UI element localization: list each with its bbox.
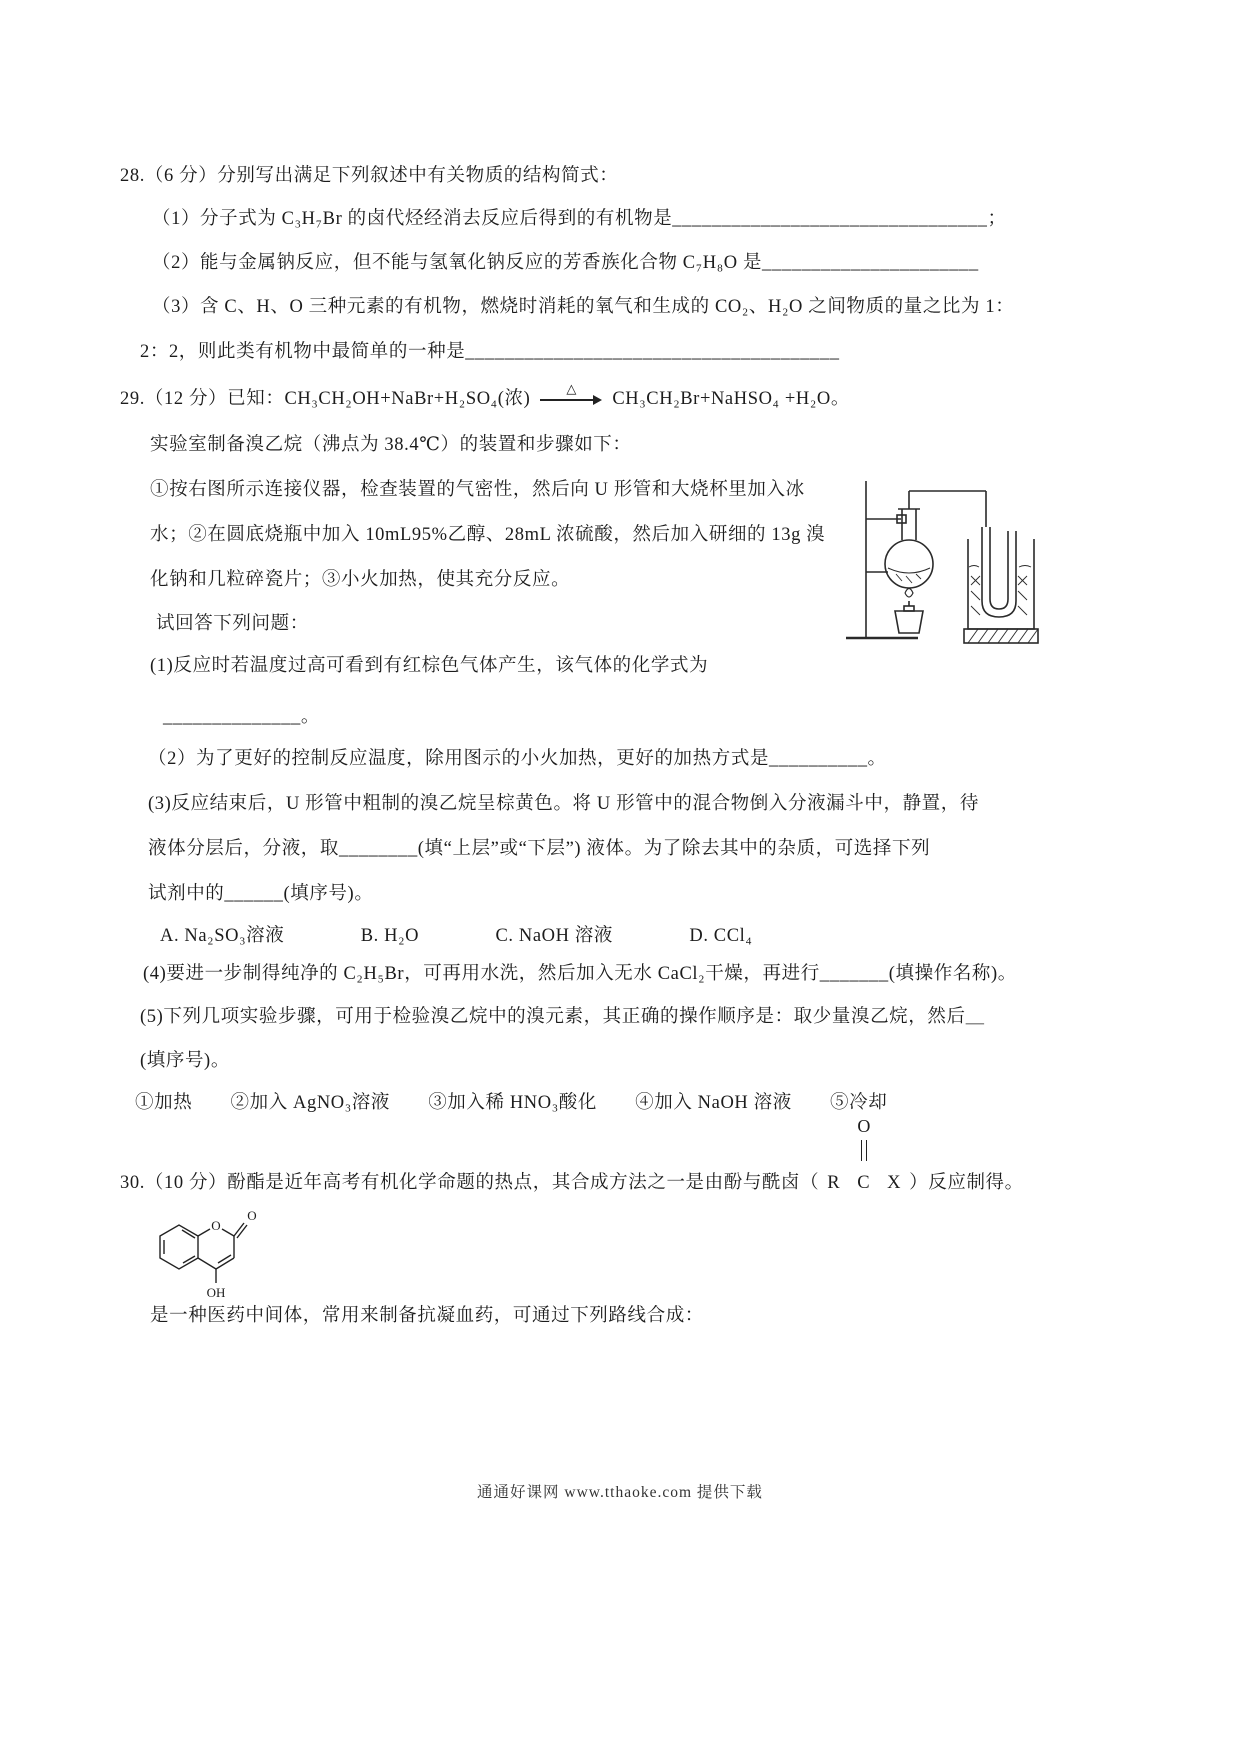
acyl-x-label: X: [887, 1173, 902, 1193]
acyl-halide-formula: [827, 1116, 902, 1195]
equation-right: CH₃CH₂Br+NaHSO₄ +H₂O。: [612, 389, 850, 409]
q29-options: A. Na₂SO₃溶液 B. H₂O C. NaOH 溶液 D. CCl₄: [160, 926, 753, 946]
q29-step-line-1: ①按右图所示连接仪器，检查装置的气密性，然后向 U 形管和大烧杯里加入冰: [150, 480, 805, 500]
carbonyl-oxygen-label: O: [857, 1116, 872, 1136]
reaction-arrow-icon: [540, 380, 602, 404]
experiment-apparatus-diagram: [842, 475, 1042, 655]
q29-sub1-blank: ______________。: [163, 707, 320, 727]
q28-header: 28.（6 分）分别写出满足下列叙述中有关物质的结构简式：: [120, 166, 619, 186]
equation-left: 29.（12 分）已知：CH₃CH₂OH+NaBr+H₂SO₄(浓): [120, 389, 531, 409]
q29-sub3-line1: (3)反应结束后，U 形管中粗制的溴乙烷呈棕黄色。将 U 形管中的混合物倒入分液漏斗中，静置，待: [148, 794, 979, 814]
q28-item-1: （1）分子式为 C₃H₇Br 的卤代烃经消去反应后得到的有机物是________________________________；: [152, 209, 1007, 229]
coumarin-structure: [146, 1196, 266, 1306]
page-footer: 通通好课网 www.tthaoke.com 提供下载: [477, 1484, 763, 1501]
q30-intro-suffix: ）反应制得。: [909, 1173, 1024, 1193]
q29-sub1: (1)反应时若温度过高可看到有红棕色气体产生，该气体的化学式为: [150, 656, 709, 676]
q29-intro: 实验室制备溴乙烷（沸点为 38.4℃）的装置和步骤如下：: [150, 435, 632, 455]
q28-item-3a: （3）含 C、H、O 三种元素的有机物，燃烧时消耗的氧气和生成的 CO₂、H₂O 之间物质的量之比为 1：: [152, 297, 1015, 317]
ring-oxygen-label: O: [211, 1218, 221, 1233]
q29-known-equation: [120, 380, 850, 411]
q28-item-3b: 2：2，则此类有机物中最简单的一种是______________________________________: [140, 342, 840, 362]
q30-intro-text: 30.（10 分）酚酯是近年高考有机化学命题的热点，其合成方法之一是由酚与酰卤（: [120, 1173, 820, 1193]
q29-step-line-2: 水；②在圆底烧瓶中加入 10mL95%乙醇、28mL 浓硫酸，然后加入研细的 13g 溴: [150, 525, 826, 545]
q29-steps-list: ①加热 ②加入 AgNO₃溶液 ③加入稀 HNO₃酸化 ④加入 NaOH 溶液 ⑤冷却: [135, 1093, 888, 1113]
q28-item-2: （2）能与金属钠反应，但不能与氢氧化钠反应的芳香族化合物 C₇H₈O 是______________________: [152, 253, 979, 273]
q29-sub5-line1: (5)下列几项实验步骤，可用于检验溴乙烷中的溴元素，其正确的操作顺序是：取少量溴乙烷，然后＿: [140, 1007, 985, 1027]
delta-symbol: △: [566, 380, 577, 396]
q29-sub3-line3: 试剂中的______(填序号)。: [148, 884, 374, 904]
hydroxyl-label: OH: [206, 1285, 226, 1300]
q30-tail: 是一种医药中间体，常用来制备抗凝血药，可通过下列路线合成：: [150, 1306, 704, 1326]
acyl-c-label: C: [857, 1173, 871, 1193]
double-bond-icon: [861, 1140, 867, 1161]
q29-sub3-line2: 液体分层后，分液，取________(填“上层”或“下层”) 液体。为了除去其中的杂质，可选择下列: [148, 839, 931, 859]
q29-sub4: (4)要进一步制得纯净的 C₂H₅Br，可再用水洗，然后加入无水 CaCl₂干燥，再进行_______(填操作名称)。: [143, 964, 1017, 984]
q29-sub5-line2: (填序号)。: [140, 1051, 230, 1071]
acyl-r-label: R: [827, 1173, 841, 1193]
q29-step-line-3: 化钠和几粒碎瓷片；③小火加热，使其充分反应。: [150, 570, 571, 590]
carbonyl-oxygen-label: O: [247, 1208, 257, 1223]
q29-prompt: 试回答下列问题：: [156, 614, 309, 634]
q29-sub2: （2）为了更好的控制反应温度，除用图示的小火加热，更好的加热方式是__________。: [148, 749, 887, 769]
q30-intro: [120, 1116, 1024, 1195]
